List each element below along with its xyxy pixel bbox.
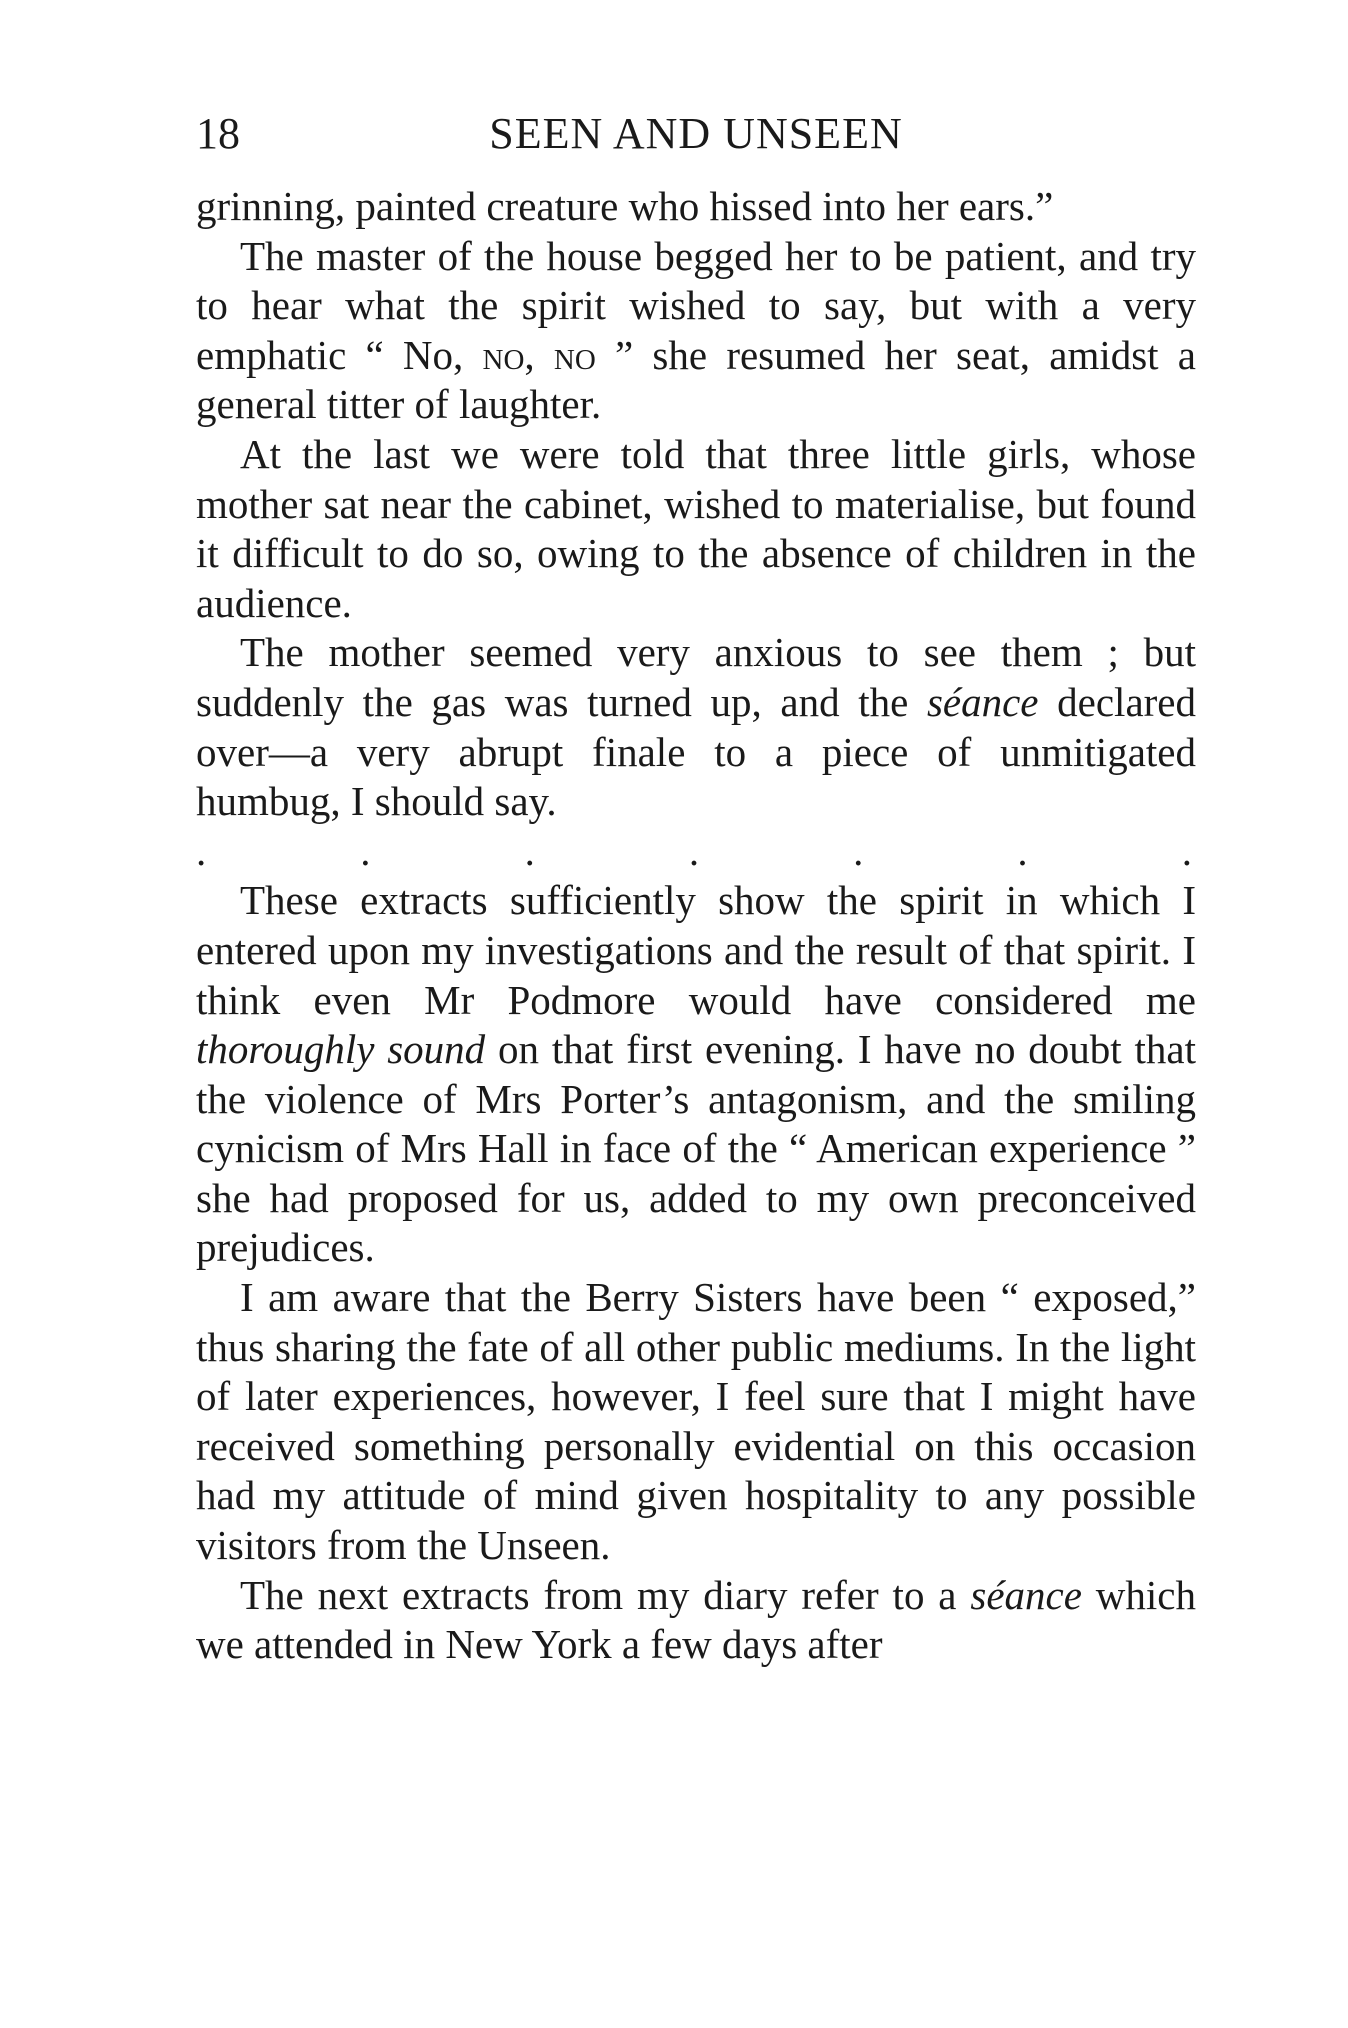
dot: . — [688, 827, 700, 874]
text-run: declared over—a very abrupt finale to a piece of unmitigated humbug, I should say. — [196, 678, 1196, 825]
small-caps-run: no — [482, 331, 525, 378]
small-caps-run: no — [553, 331, 596, 378]
text-run: The mother seemed very anxious to see them ; but suddenly the gas was turned up, and the — [196, 629, 1196, 725]
paragraph — [196, 232, 1196, 430]
italic-run: séance — [926, 678, 1039, 725]
section-break-dots — [196, 827, 1196, 877]
paragraph: I am aware that the Berry Sisters have been “ exposed,” thus sharing the fate of all other public mediums. In the light of later experiences, however, I feel sure that I might have received something personally evidential on this occasion had my attitude of mind given hospitality to any possible visitors from the Unseen. — [196, 1274, 1196, 1569]
text-run: The next extracts from my diary refer to a — [240, 1571, 971, 1618]
italic-run: thoroughly sound — [196, 1026, 486, 1073]
running-title: SEEN AND UNSEEN — [489, 109, 903, 158]
book-page — [196, 109, 1196, 1670]
body-text — [196, 182, 1196, 1670]
dot: . — [196, 827, 207, 874]
dot: . — [524, 827, 535, 874]
dot: . — [853, 827, 864, 874]
paragraph — [196, 876, 1196, 1273]
text-run: , — [524, 331, 554, 378]
paragraph — [196, 628, 1196, 826]
paragraph: At the last we were told that three little girls, whose mother sat near the cabinet, wished to materialise, but found it difficult to do so, owing to the absence of children in the audience. — [196, 430, 1196, 626]
paragraph — [196, 1571, 1196, 1670]
text-run: ” she resumed her seat, amidst a general titter of laughter. — [196, 331, 1196, 428]
page-number: 18 — [196, 109, 240, 158]
text-run: on that first evening. I have no doubt that the violence of Mrs Porter’s antagonism, and the smiling cynicism of Mrs Hall in face of the “ American experience ” she had proposed for us, added to my own preconceived prejudices. — [196, 1026, 1196, 1271]
italic-run: séance — [970, 1571, 1082, 1618]
page-header — [196, 109, 1196, 182]
text-run: These extracts sufficiently show the spirit in which I entered upon my investigations and the result of that spirit. I think even Mr Podmore would have considered me — [196, 877, 1196, 1023]
text-run: which we attended in New York a few days after — [196, 1571, 1196, 1668]
dot: . — [360, 827, 371, 874]
paragraph-continued: grinning, painted creature who hissed into her ears.” — [196, 183, 1054, 229]
dot: . — [1017, 827, 1028, 874]
dot: . — [1181, 827, 1192, 874]
text-run: The master of the house begged her to be patient, and try to hear what the spirit wished to say, but with a very emphatic “ No, — [196, 232, 1196, 378]
